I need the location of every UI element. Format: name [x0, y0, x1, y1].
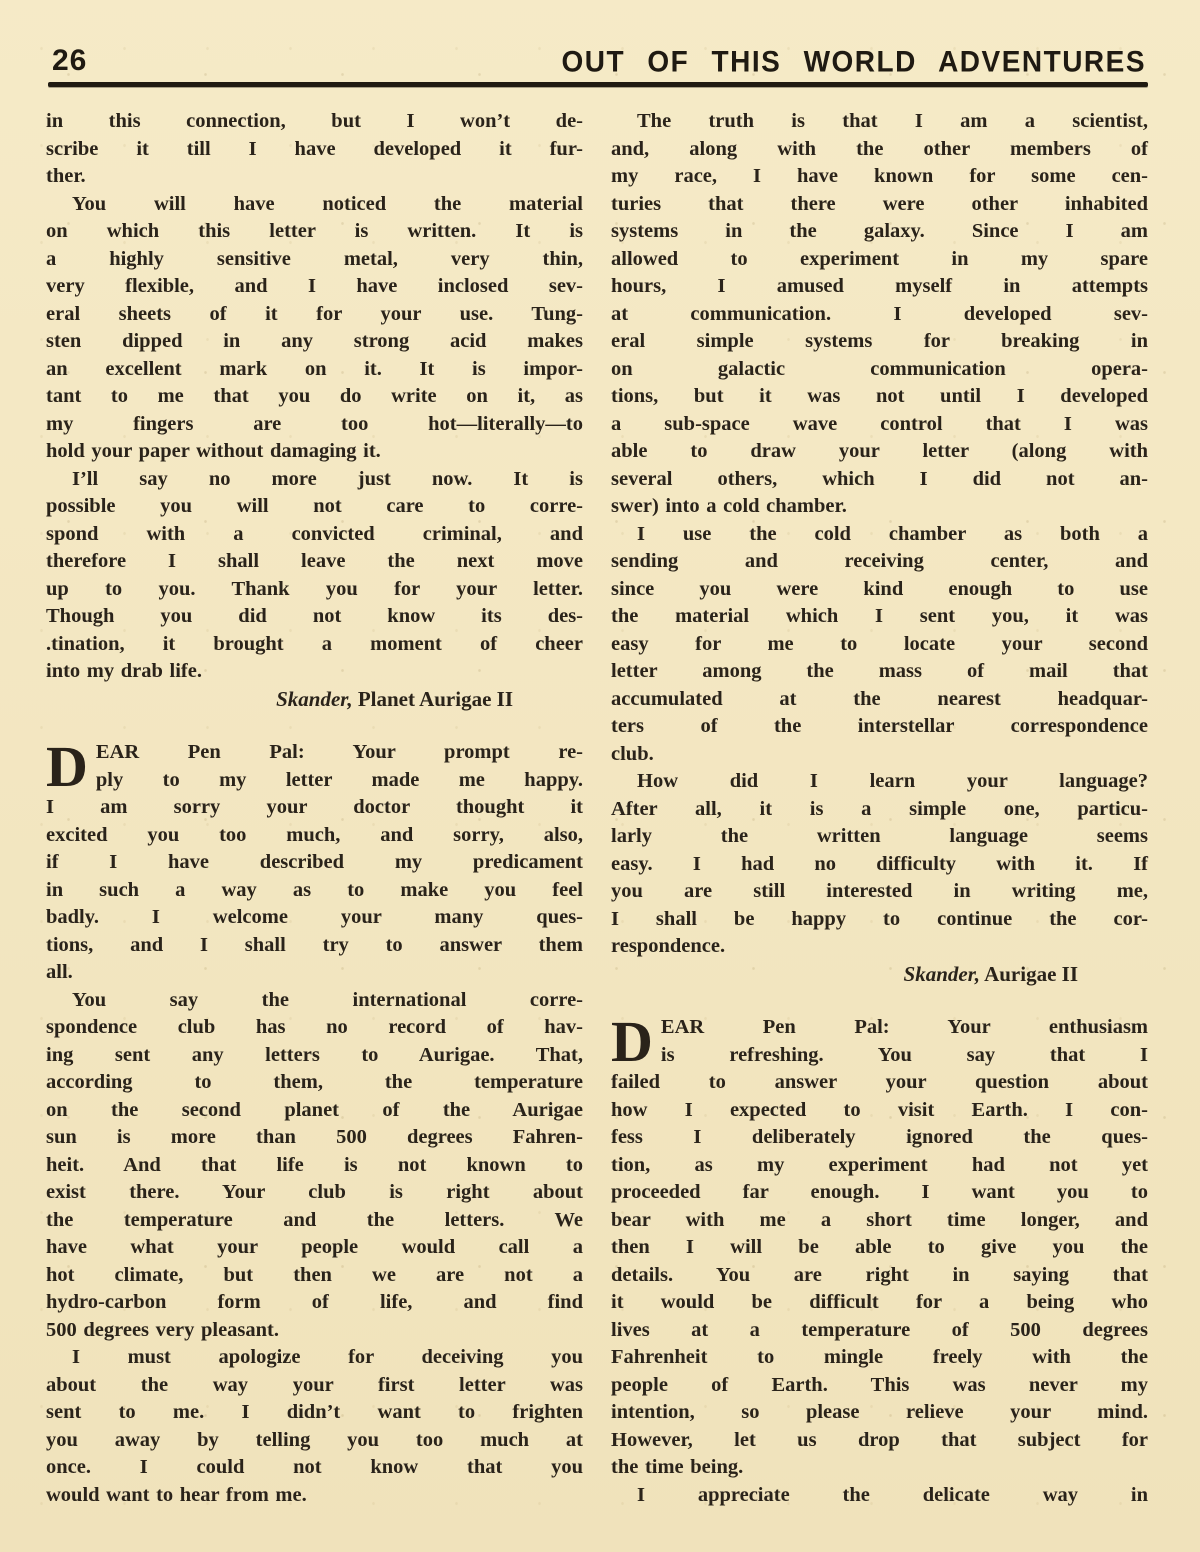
- text-line: if I have described my predicament: [46, 851, 583, 873]
- text-line: on which this letter is written. It is: [46, 220, 583, 242]
- text-line: swer) into a cold chamber.: [611, 495, 847, 517]
- text-line: and, along with the other members of: [611, 137, 1148, 160]
- text-line: I’ll say no more just now. It is: [72, 467, 583, 490]
- signature-location: Aurigae II: [979, 961, 1078, 986]
- text-line: all.: [46, 961, 73, 983]
- text-line: easy for me to locate your second: [611, 632, 1148, 655]
- text-line: several others, which I did not an-: [611, 467, 1148, 490]
- text-line: Though you did not know its des-: [46, 605, 583, 627]
- text-line: sent to me. I didn’t want to frighten: [46, 1401, 583, 1423]
- text-line: in such a way as to make you feel: [46, 878, 583, 901]
- letter-paragraph: [611, 1482, 1148, 1510]
- text-line: sun is more than 500 degrees Fahren-: [46, 1126, 583, 1148]
- text-line: After all, it is a simple one, particu-: [611, 797, 1148, 820]
- text-line: DEAR Pen Pal: Your prompt re-: [46, 734, 583, 799]
- text-line: ters of the interstellar correspondence: [611, 715, 1148, 737]
- text-line: Fahrenheit to mingle freely with the: [611, 1346, 1148, 1368]
- text-line: in this connection, but I won’t de-: [46, 110, 583, 132]
- text-line: respondence.: [611, 935, 726, 957]
- letter-paragraph: [46, 734, 583, 987]
- letter-paragraph: [46, 987, 583, 1345]
- text-line: sten dipped in any strong acid makes: [46, 330, 583, 352]
- signature-name: Skander,: [903, 961, 980, 986]
- signature-name: Skander,: [276, 686, 353, 711]
- text-line: failed to answer your question about: [611, 1071, 1148, 1093]
- text-line: up to you. Thank you for your letter.: [46, 577, 583, 600]
- text-line: scribe it till I have developed it fur-: [46, 137, 583, 160]
- letter-paragraph: [611, 768, 1148, 961]
- text-line: eral simple systems for breaking in: [611, 330, 1148, 352]
- text-line: lives at a temperature of 500 degrees: [611, 1318, 1148, 1341]
- text-line: tions, but it was not until I developed: [611, 385, 1148, 407]
- text-line: However, let us drop that subject for: [611, 1428, 1148, 1451]
- text-line: club.: [611, 742, 654, 765]
- letter-paragraph: [611, 521, 1148, 769]
- header-rule: [48, 82, 1148, 87]
- text-line: I am sorry your doctor thought it: [46, 796, 583, 818]
- text-line: then I will be able to give you the: [611, 1236, 1148, 1258]
- text-line: eral sheets of it for your use. Tung-: [46, 302, 583, 325]
- text-line: about the way your first letter was: [46, 1373, 583, 1396]
- text-line: the temperature and the letters. We: [46, 1208, 583, 1231]
- text-line: hours, I amused myself in attempts: [611, 275, 1148, 297]
- text-line: spondence club has no record of hav-: [46, 1016, 583, 1038]
- text-line: fess I deliberately ignored the ques-: [611, 1126, 1148, 1148]
- text-line: excited you too much, and sorry, also,: [46, 823, 583, 846]
- text-line: DEAR Pen Pal: Your enthusiasm: [611, 1009, 1148, 1074]
- text-line: I appreciate the delicate way in: [637, 1483, 1148, 1506]
- text-line: sending and receiving center, and: [611, 550, 1148, 572]
- text-line: accumulated at the nearest headquar-: [611, 687, 1148, 710]
- text-line: You will have noticed the material: [72, 192, 583, 215]
- two-column-letter-text: [46, 108, 1148, 1509]
- text-line: bear with me a short time longer, and: [611, 1208, 1148, 1231]
- text-line: on galactic communication opera-: [611, 357, 1148, 380]
- text-line: You say the international corre-: [72, 988, 583, 1011]
- text-line: would want to hear from me.: [46, 1483, 307, 1506]
- text-line: spond with a convicted criminal, and: [46, 522, 583, 545]
- text-line: proceeded far enough. I want you to: [611, 1181, 1148, 1203]
- text-line: able to draw your letter (along with: [611, 440, 1148, 462]
- text-line: a highly sensitive metal, very thin,: [46, 247, 583, 270]
- text-line: is refreshing. You say that I: [660, 1043, 1148, 1066]
- page-number: 26: [52, 44, 88, 77]
- text-line: badly. I welcome your many ques-: [46, 906, 583, 928]
- text-line: very flexible, and I have inclosed sev-: [46, 275, 583, 297]
- left-column: [46, 108, 583, 1509]
- text-line: tion, as my experiment had not yet: [611, 1153, 1148, 1176]
- text-line: exist there. Your club is right about: [46, 1181, 583, 1203]
- magazine-title: OUT OF THIS WORLD ADVENTURES: [561, 45, 1146, 78]
- text-line: into my drab life.: [46, 660, 202, 682]
- letter-signature: [46, 686, 583, 714]
- right-column: [611, 108, 1148, 1509]
- letter-paragraph: [611, 1009, 1148, 1482]
- text-line: 500 degrees very pleasant.: [46, 1318, 280, 1341]
- text-line: have what your people would call a: [46, 1236, 583, 1258]
- text-line: ply to my letter made me happy.: [95, 768, 583, 791]
- letter-paragraph: [46, 466, 583, 686]
- text-line: details. You are right in saying that: [611, 1263, 1148, 1286]
- text-line: hydro-carbon form of life, and find: [46, 1291, 583, 1313]
- signature-location: Planet Aurigae II: [352, 686, 513, 711]
- text-line: easy. I had no difficulty with it. If: [611, 852, 1148, 875]
- text-line: how I expected to visit Earth. I con-: [611, 1098, 1148, 1121]
- text-line: I shall be happy to continue the cor-: [611, 907, 1148, 930]
- text-line: ther.: [46, 165, 86, 187]
- text-line: the time being.: [611, 1456, 744, 1478]
- text-line: hold your paper without damaging it.: [46, 440, 381, 462]
- text-line: ing sent any letters to Aurigae. That,: [46, 1043, 583, 1066]
- text-line: therefore I shall leave the next move: [46, 550, 583, 572]
- text-line: you away by telling you too much at: [46, 1428, 583, 1451]
- text-line: larly the written language seems: [611, 825, 1148, 847]
- text-line: The truth is that I am a scientist,: [637, 110, 1148, 132]
- text-line: once. I could not know that you: [46, 1456, 583, 1478]
- text-line: my race, I have known for some cen-: [611, 165, 1148, 187]
- text-line: I use the cold chamber as both a: [637, 522, 1148, 545]
- letter-paragraph: [46, 1344, 583, 1509]
- letter-signature: [611, 961, 1148, 989]
- drop-cap-letter: D: [611, 1009, 653, 1074]
- text-line: letter among the mass of mail that: [611, 660, 1148, 682]
- text-line: How did I learn your language?: [637, 770, 1148, 792]
- text-line: my fingers are too hot—literally—to: [46, 412, 583, 435]
- text-line: a sub-space wave control that I was: [611, 412, 1148, 435]
- page-header: [46, 44, 1148, 82]
- text-line: I must apologize for deceiving you: [72, 1346, 583, 1368]
- text-line: on the second planet of the Aurigae: [46, 1098, 583, 1121]
- letter-paragraph: [46, 108, 583, 191]
- text-line: turies that there were other inhabited: [611, 192, 1148, 215]
- text-line: .tination, it brought a moment of cheer: [46, 632, 583, 655]
- text-line: tant to me that you do write on it, as: [46, 385, 583, 407]
- text-line: systems in the galaxy. Since I am: [611, 220, 1148, 242]
- text-line: according to them, the temperature: [46, 1071, 583, 1093]
- text-line: at communication. I developed sev-: [611, 302, 1148, 325]
- text-line: since you were kind enough to use: [611, 577, 1148, 600]
- text-line: allowed to experiment in my spare: [611, 247, 1148, 270]
- text-line: an excellent mark on it. It is impor-: [46, 357, 583, 380]
- text-line: possible you will not care to corre-: [46, 495, 583, 517]
- text-line: you are still interested in writing me,: [611, 880, 1148, 902]
- text-line: tions, and I shall try to answer them: [46, 933, 583, 956]
- letter-paragraph: [611, 108, 1148, 521]
- letter-paragraph: [46, 191, 583, 466]
- text-line: heit. And that life is not known to: [46, 1153, 583, 1176]
- text-line: intention, so please relieve your mind.: [611, 1401, 1148, 1423]
- drop-cap-letter: D: [46, 734, 88, 799]
- text-line: people of Earth. This was never my: [611, 1373, 1148, 1396]
- text-line: the material which I sent you, it was: [611, 605, 1148, 627]
- text-line: hot climate, but then we are not a: [46, 1263, 583, 1286]
- text-line: it would be difficult for a being who: [611, 1291, 1148, 1313]
